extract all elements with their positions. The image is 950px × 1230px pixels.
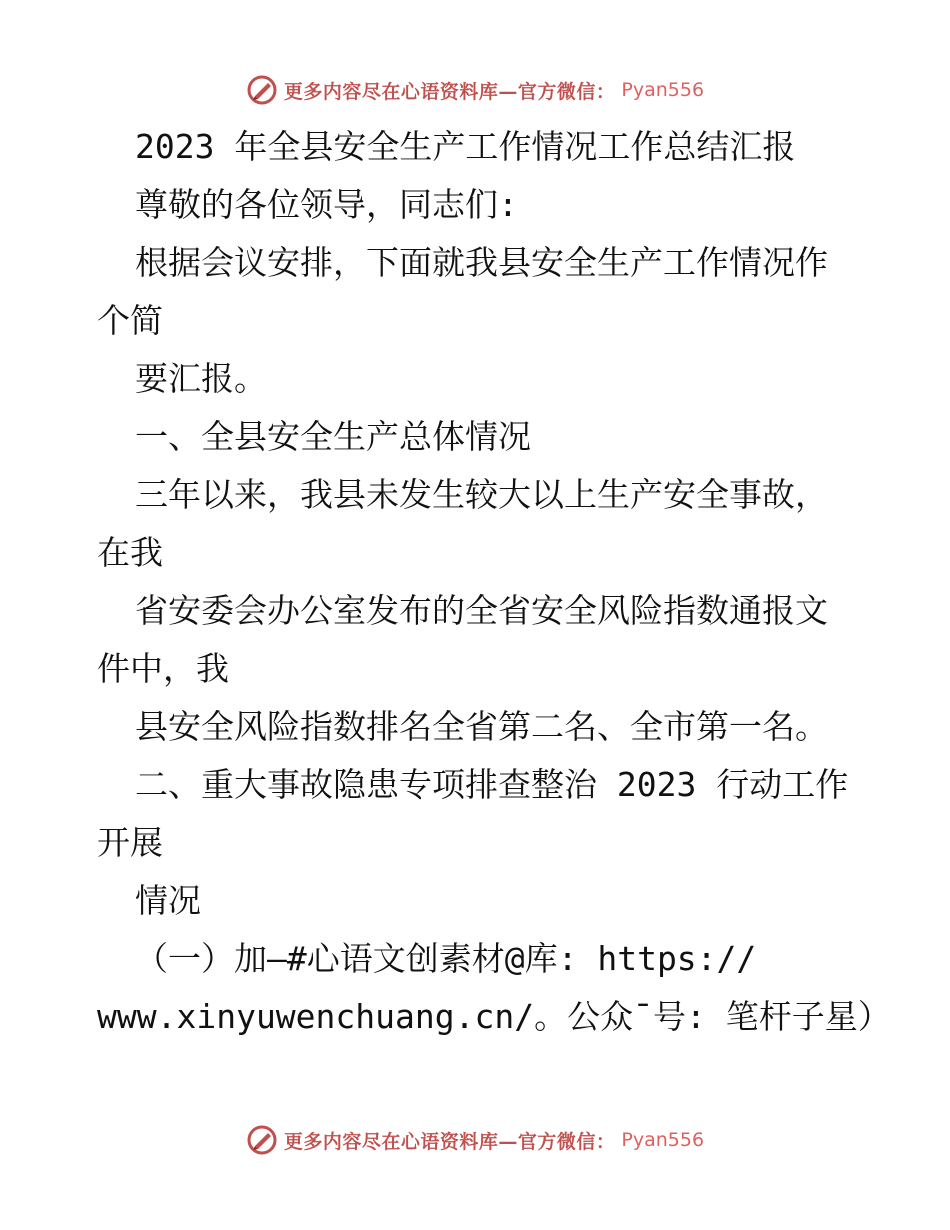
pen-logo-icon	[246, 74, 278, 106]
text-line: 县安全风险指数排名全省第二名、全市第一名。	[135, 707, 828, 746]
text-line: 三年以来，我县未发生较大以上生产安全事故，	[135, 475, 828, 514]
text-line: 二、重大事故隐患专项排查整治 2023 行动工作	[135, 765, 849, 804]
text-line: 件中，我	[97, 649, 229, 688]
banner-contact: Pyan556	[621, 1129, 705, 1151]
banner-text: 更多内容尽在心语资料库—官方微信：	[283, 80, 616, 103]
banner-text: 更多内容尽在心语资料库—官方微信：	[283, 1130, 616, 1153]
text-line: 在我	[97, 533, 163, 572]
text-line: 要汇报。	[135, 359, 267, 398]
text-line: 尊敬的各位领导，同志们:	[135, 185, 518, 224]
text-line: www.xinyuwenchuang.cn/。公众¯号: 笔杆子星）	[97, 997, 891, 1036]
banner-contact: Pyan556	[621, 79, 705, 101]
text-line: 情况	[135, 881, 201, 920]
text-line: （一）加—#心语文创素材@库: https://	[135, 939, 757, 978]
header-banner	[0, 70, 950, 110]
text-line: 一、全县安全生产总体情况	[135, 417, 531, 456]
text-line: 省安委会办公室发布的全省安全风险指数通报文	[135, 591, 828, 630]
text-line: 个简	[97, 301, 163, 340]
text-line: 2023 年全县安全生产工作情况工作总结汇报	[135, 127, 796, 166]
text-line: 根据会议安排，下面就我县安全生产工作情况作	[135, 243, 828, 282]
document-body	[97, 118, 891, 1046]
text-line: 开展	[97, 823, 163, 862]
footer-banner	[0, 1120, 950, 1160]
pen-logo-icon	[246, 1124, 278, 1156]
